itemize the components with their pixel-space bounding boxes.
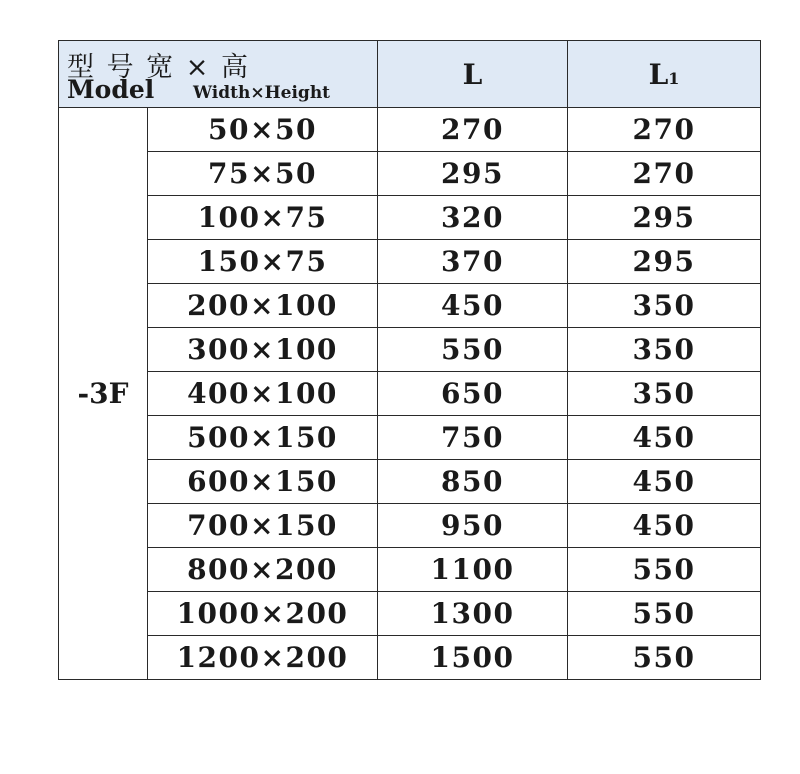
table-row [59,328,761,372]
size-cell: 600×150 [148,460,378,504]
table-row [59,152,761,196]
table-row [59,460,761,504]
size-cell: 500×150 [148,416,378,460]
size-cell: 800×200 [148,548,378,592]
l-cell: 550 [378,328,568,372]
size-cell: 50×50 [148,108,378,152]
size-cell: 700×150 [148,504,378,548]
model-header-label: Model [67,75,155,104]
l1-header-main: L [648,57,669,91]
table-row [59,284,761,328]
table-row [59,416,761,460]
l-cell: 450 [378,284,568,328]
size-cell: 400×100 [148,372,378,416]
size-cell: 1200×200 [148,636,378,680]
l-cell: 950 [378,504,568,548]
l1-cell: 450 [568,460,761,504]
header-row [59,41,761,108]
table-row [59,372,761,416]
l-cell: 320 [378,196,568,240]
l1-cell: 295 [568,240,761,284]
table-row [59,504,761,548]
l1-cell: 295 [568,196,761,240]
l1-cell: 270 [568,108,761,152]
size-cell: 300×100 [148,328,378,372]
table-row [59,108,761,152]
l1-cell: 350 [568,372,761,416]
l-cell: 370 [378,240,568,284]
l-header-label: L [462,57,483,91]
size-cell: 75×50 [148,152,378,196]
l1-header-subscript: 1 [668,68,680,88]
l1-cell: 450 [568,504,761,548]
table-row [59,592,761,636]
l-cell: 650 [378,372,568,416]
size-cell: 200×100 [148,284,378,328]
l1-cell: 550 [568,548,761,592]
table-row [59,548,761,592]
table-body [59,108,761,680]
size-cell: 150×75 [148,240,378,284]
l1-cell: 550 [568,592,761,636]
l-cell: 850 [378,460,568,504]
table-row [59,240,761,284]
l1-cell: 450 [568,416,761,460]
size-cell: 1000×200 [148,592,378,636]
l-cell: 270 [378,108,568,152]
l-cell: 1500 [378,636,568,680]
l-cell: 1300 [378,592,568,636]
table-row [59,196,761,240]
chinese-header-label: 型 号 宽 × 高 [67,52,250,83]
l-cell: 295 [378,152,568,196]
l1-cell: 270 [568,152,761,196]
table-row [59,636,761,680]
l-column-header [378,41,568,108]
l1-column-header [568,41,761,108]
l-cell: 750 [378,416,568,460]
size-header-label: Width×Height [193,83,331,103]
l1-cell: 550 [568,636,761,680]
model-cell: -3F [59,108,148,680]
spec-table [58,40,761,680]
model-size-header [59,41,378,108]
l1-cell: 350 [568,284,761,328]
size-cell: 100×75 [148,196,378,240]
l-cell: 1100 [378,548,568,592]
l1-cell: 350 [568,328,761,372]
